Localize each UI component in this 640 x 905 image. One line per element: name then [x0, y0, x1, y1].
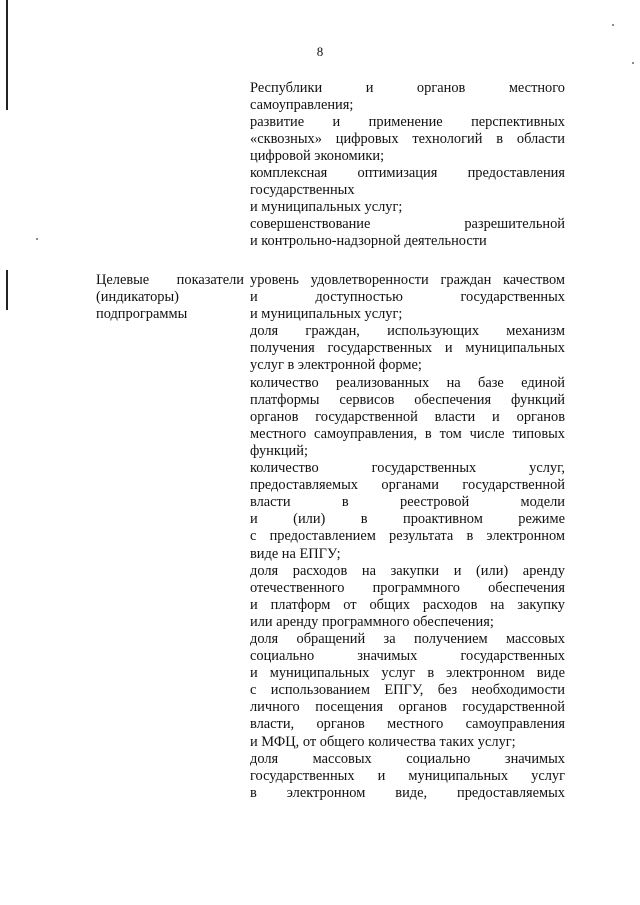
label-line: подпрограммы	[96, 306, 188, 322]
indicator-line: и МФЦ, от общего количества таких услуг;	[250, 733, 516, 750]
indicator-line: доля граждан, использующих механизм	[250, 323, 565, 340]
indicator-line: местного самоуправления, в том числе типовых	[250, 425, 565, 442]
indicator-line: виде на ЕПГУ;	[250, 545, 341, 562]
indicator-line: доля расходов на закупки и (или) аренду	[250, 562, 565, 579]
indicator-line: и доступностью государственных	[250, 289, 565, 306]
indicator-line: функций;	[250, 442, 308, 459]
label-line: (индикаторы)	[96, 289, 179, 305]
indicator-line: и (или) в проактивном режиме	[250, 511, 565, 528]
page-number: 8	[316, 44, 324, 59]
indicator-line: получения государственных и муниципальных	[250, 340, 565, 357]
text-line: цифровой экономики;	[250, 148, 385, 164]
indicator-line: и платформ от общих расходов на закупку	[250, 596, 565, 613]
indicator-line: социально значимых государственных	[250, 648, 565, 665]
indicator-line: власти, органов местного самоуправления	[250, 716, 565, 733]
indicators-label-cell	[96, 272, 244, 323]
indicator-line: или аренду программного обеспечения;	[250, 613, 494, 630]
text-line: Республики и органов местного	[250, 80, 565, 96]
text-line: совершенствование разрешительной	[250, 216, 565, 232]
text-line: государственных	[250, 182, 355, 198]
indicator-line: в электронном виде, предоставляемых	[250, 784, 565, 801]
text-line: комплексная оптимизация предоставления	[250, 165, 565, 181]
indicator-line: органов государственной власти и органов	[250, 408, 565, 425]
indicator-line: количество государственных услуг,	[250, 460, 565, 477]
indicator-line: отечественного программного обеспечения	[250, 579, 565, 596]
scan-speck	[612, 24, 614, 26]
indicator-line: предоставляемых органами государственной	[250, 477, 565, 494]
indicator-line: власти в реестровой модели	[250, 494, 565, 511]
text-line: и муниципальных услуг;	[250, 199, 403, 215]
indicator-line: и муниципальных услуг;	[250, 306, 403, 323]
text-line: самоуправления;	[250, 97, 354, 113]
indicator-line: доля обращений за получением массовых	[250, 630, 565, 647]
indicator-line: уровень удовлетворенности граждан качеством	[250, 272, 565, 288]
indicator-line: доля массовых социально значимых	[250, 750, 565, 767]
scan-speck	[36, 238, 38, 240]
indicator-line: с использованием ЕПГУ, без необходимости	[250, 682, 565, 699]
continuation-text	[250, 80, 565, 250]
text-line: и контрольно-надзорной деятельности	[250, 233, 487, 249]
scan-margin-line-bottom	[6, 270, 8, 310]
indicator-line: личного посещения органов государственной	[250, 699, 565, 716]
text-line: «сквозных» цифровых технологий в области	[250, 131, 565, 147]
indicator-line: государственных и муниципальных услуг	[250, 767, 565, 784]
indicator-line: услуг в электронной форме;	[250, 357, 422, 374]
scan-speck	[632, 62, 634, 64]
indicator-line: и муниципальных услуг в электронном виде	[250, 665, 565, 682]
indicator-line: количество реализованных на базе единой	[250, 374, 565, 391]
text-line: развитие и применение перспективных	[250, 114, 565, 130]
label-line: Целевые показатели	[96, 272, 244, 288]
indicator-line: с предоставлением результата в электронном	[250, 528, 565, 545]
indicator-line: платформы сервисов обеспечения функций	[250, 391, 565, 408]
indicators-value-cell	[250, 272, 565, 802]
scan-margin-line-top	[6, 0, 8, 110]
